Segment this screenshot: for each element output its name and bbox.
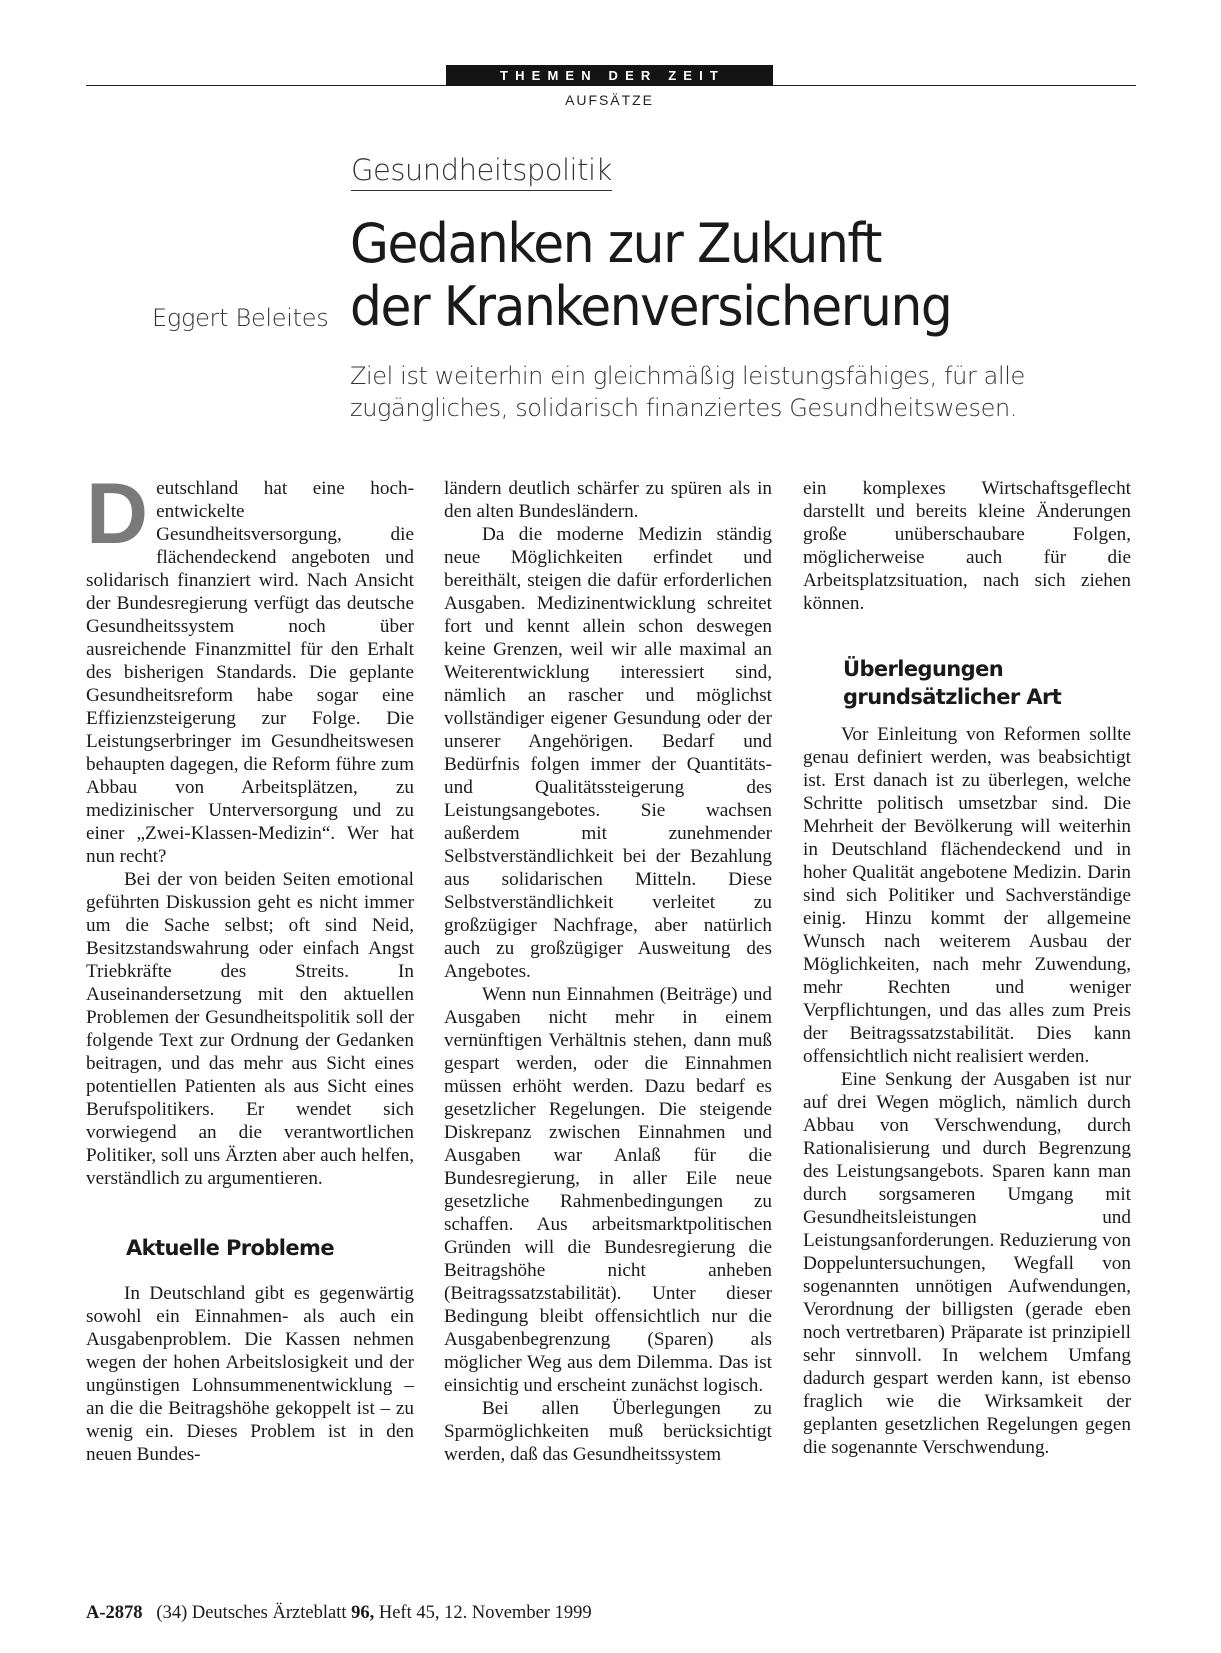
article-rubric: Gesundheitspolitik [351,152,612,191]
text-column-1 [86,466,414,1466]
article-lead [350,360,1025,424]
paragraph: ländern deutlich schärfer zu spüren als in den alten Bundesländern. [444,478,772,522]
paragraph: Bei allen Überlegungen zu Sparmöglichkeiten muß berücksichtigt werden, daß das Gesundheitssystem [444,1398,772,1465]
drop-cap: D [86,466,149,562]
page-footer [86,1603,592,1624]
lead-line-1: Ziel ist weiterhin ein gleichmäßig leistungsfähiges, für alle [350,362,1025,390]
text-column-3 [803,477,1131,1459]
section-banner: THEMEN DER ZEIT [446,65,773,86]
volume-number: 96, [351,1603,375,1623]
paragraph: Vor Einleitung von Reformen sollte genau definiert werden, was beabsichtigt ist. Erst danach ist zu überlegen, welche Schritte politisch umsetzbar sind. Die Mehrheit der Bevölkerung will weiterhin in Deutschland flächendeckend und in hoher Qualität angebotene Medizin. Darin sind sich Politiker und Sachverständige einig. Hinzu kommt der allgemeine Wunsch nach weiterem Ausbau der Möglichkeiten, nach mehr Zuwendung, mehr Rechten und weniger Verpflichtungen, und das alles zum Preis der Beitragssatzstabilität. Dies kann offensichtlich nicht realisiert werden. [803,724,1131,1067]
journal-name: (34) Deutsches Ärzteblatt [156,1603,347,1623]
text-column-2 [444,477,772,1466]
paragraph: Bei der von beiden Seiten emotional geführten Diskussion geht es nicht immer um die Sache selbst; oft sind Neid, Besitzstandswahrung oder einfach Angst Triebkräfte des Streits. In Auseinandersetzung mit den aktuellen Problemen der Gesundheitspolitik soll der folgende Text zur Ordnung der Gedanken beitragen, und das mehr aus Sicht eines potentiellen Patienten als aus Sicht eines Berufspolitikers. Er wendet sich vorwiegend an die verantwortlichen Politiker, soll uns Ärzten aber auch helfen, verständlich zu argumentieren. [86,869,414,1189]
heading-line-1: Überlegungen [843,657,1004,681]
paragraph: In Deutschland gibt es gegenwärtig sowohl ein Einnahmen- als auch ein Ausgabenproblem. Die Kassen nehmen wegen der hohen Arbeitslosigkeit und der ungünstigen Lohnsummenentwicklung – an die die Beitragshöhe gekoppelt ist – zu wenig ein. Dieses Problem ist in den neuen Bundes- [86,1283,414,1465]
paragraph: eutschland hat eine hoch-entwickelte Gesundheitsversorgung, die flächendeckend angeboten und solidarisch finanziert wird. Nach Ansicht der Bundesregierung verfügt das deutsche Gesundheitssystem noch über ausreichende Finanzmittel für den Erhalt des bisherigen Standards. Die geplante Gesundheitsreform habe sogar eine Effizienzsteigerung zur Folge. Die Leistungserbringer im Gesundheitswesen behaupten dagegen, die Reform führe zum Abbau von Arbeitsplätzen, zu medizinischer Unterversorgung und zu einer „Zwei-Klassen-Medizin“. Wer hat nun recht? [86,478,414,867]
issue-info: Heft 45, 12. November 1999 [378,1603,592,1623]
author-name: Eggert Beleites [152,304,329,332]
subsection-label: AUFSÄTZE [565,92,654,108]
paragraph: ein komplexes Wirtschaftsgeflecht darstellt und bereits kleine Änderungen große unüberschaubare Folgen, möglicherweise auch für die Arbeitsplatzsituation, nach sich ziehen können. [803,478,1131,614]
heading-line-2: grundsätzlicher Art [843,685,1062,709]
title-line-1: Gedanken zur Zukunft [350,212,882,275]
paragraph: Eine Senkung der Ausgaben ist nur auf drei Wegen möglich, nämlich durch Abbau von Verschwendung, durch Rationalisierung und durch Begrenzung des Leistungsangebots. Sparen kann man durch sorgsameren Umgang mit Gesundheitsleistungen und Leistungsanforderungen. Reduzierung von Doppeluntersuchungen, Wegfall von sogenannten unnötigen Aufwendungen, Verordnung der billigsten (gerade eben noch vertretbaren) Präparate ist prinzipiell sehr sinnvoll. In welchem Umfang dadurch gespart werden kann, ist ebenso fraglich wie die Wirksamkeit der geplanten gesetzlichen Regelungen gegen die sogenannte Verschwendung. [803,1069,1131,1458]
lead-line-2: zugängliches, solidarisch finanziertes Gesundheitswesen. [350,394,1017,422]
paragraph: Wenn nun Einnahmen (Beiträge) und Ausgaben nicht mehr in einem vernünftigen Verhältnis stehen, dann muß gespart werden, oder die Einnahmen müssen erhöht werden. Dazu bedarf es gesetzlicher Regelungen. Die steigende Diskrepanz zwischen Einnahmen und Ausgaben war Anlaß für die Bundesregierung, in aller Eile neue gesetzliche Rahmenbedingungen zu schaffen. Aus arbeitsmarktpolitischen Gründen will die Bundesregierung die Beitragshöhe nicht anheben (Beitragssatzstabilität). Unter dieser Bedingung bleibt offensichtlich nur die Ausgabenbegrenzung (Sparen) als möglicher Weg aus dem Dilemma. Das ist einsichtig und erscheint zunächst logisch. [444,984,772,1396]
section-heading [843,655,1131,711]
article-title [350,212,951,338]
paragraph: Da die moderne Medizin ständig neue Möglichkeiten erfindet und bereithält, steigen die dafür erforderlichen Ausgaben. Medizinentwicklung schreitet fort und kennt allein schon deswegen keine Grenzen, weil wir alle maximal an Weiterentwicklung interessiert sind, nämlich an rascher und möglichst vollständiger eigener Gesundung oder der unserer Angehörigen. Bedarf und Bedürfnis folgen immer der Quantitäts- und Qualitätssteigerung des Leistungsangebotes. Sie wachsen außerdem mit zunehmender Selbstverständlichkeit bei der Bezahlung aus solidarischen Mitteln. Diese Selbstverständlichkeit verleitet zu großzügiger Nachfrage, aber natürlich auch zu großzügiger Ausweitung des Angebotes. [444,524,772,982]
section-heading: Aktuelle Probleme [126,1236,334,1260]
title-line-2: der Krankenversicherung [350,275,952,338]
page-number: A-2878 [86,1603,143,1623]
